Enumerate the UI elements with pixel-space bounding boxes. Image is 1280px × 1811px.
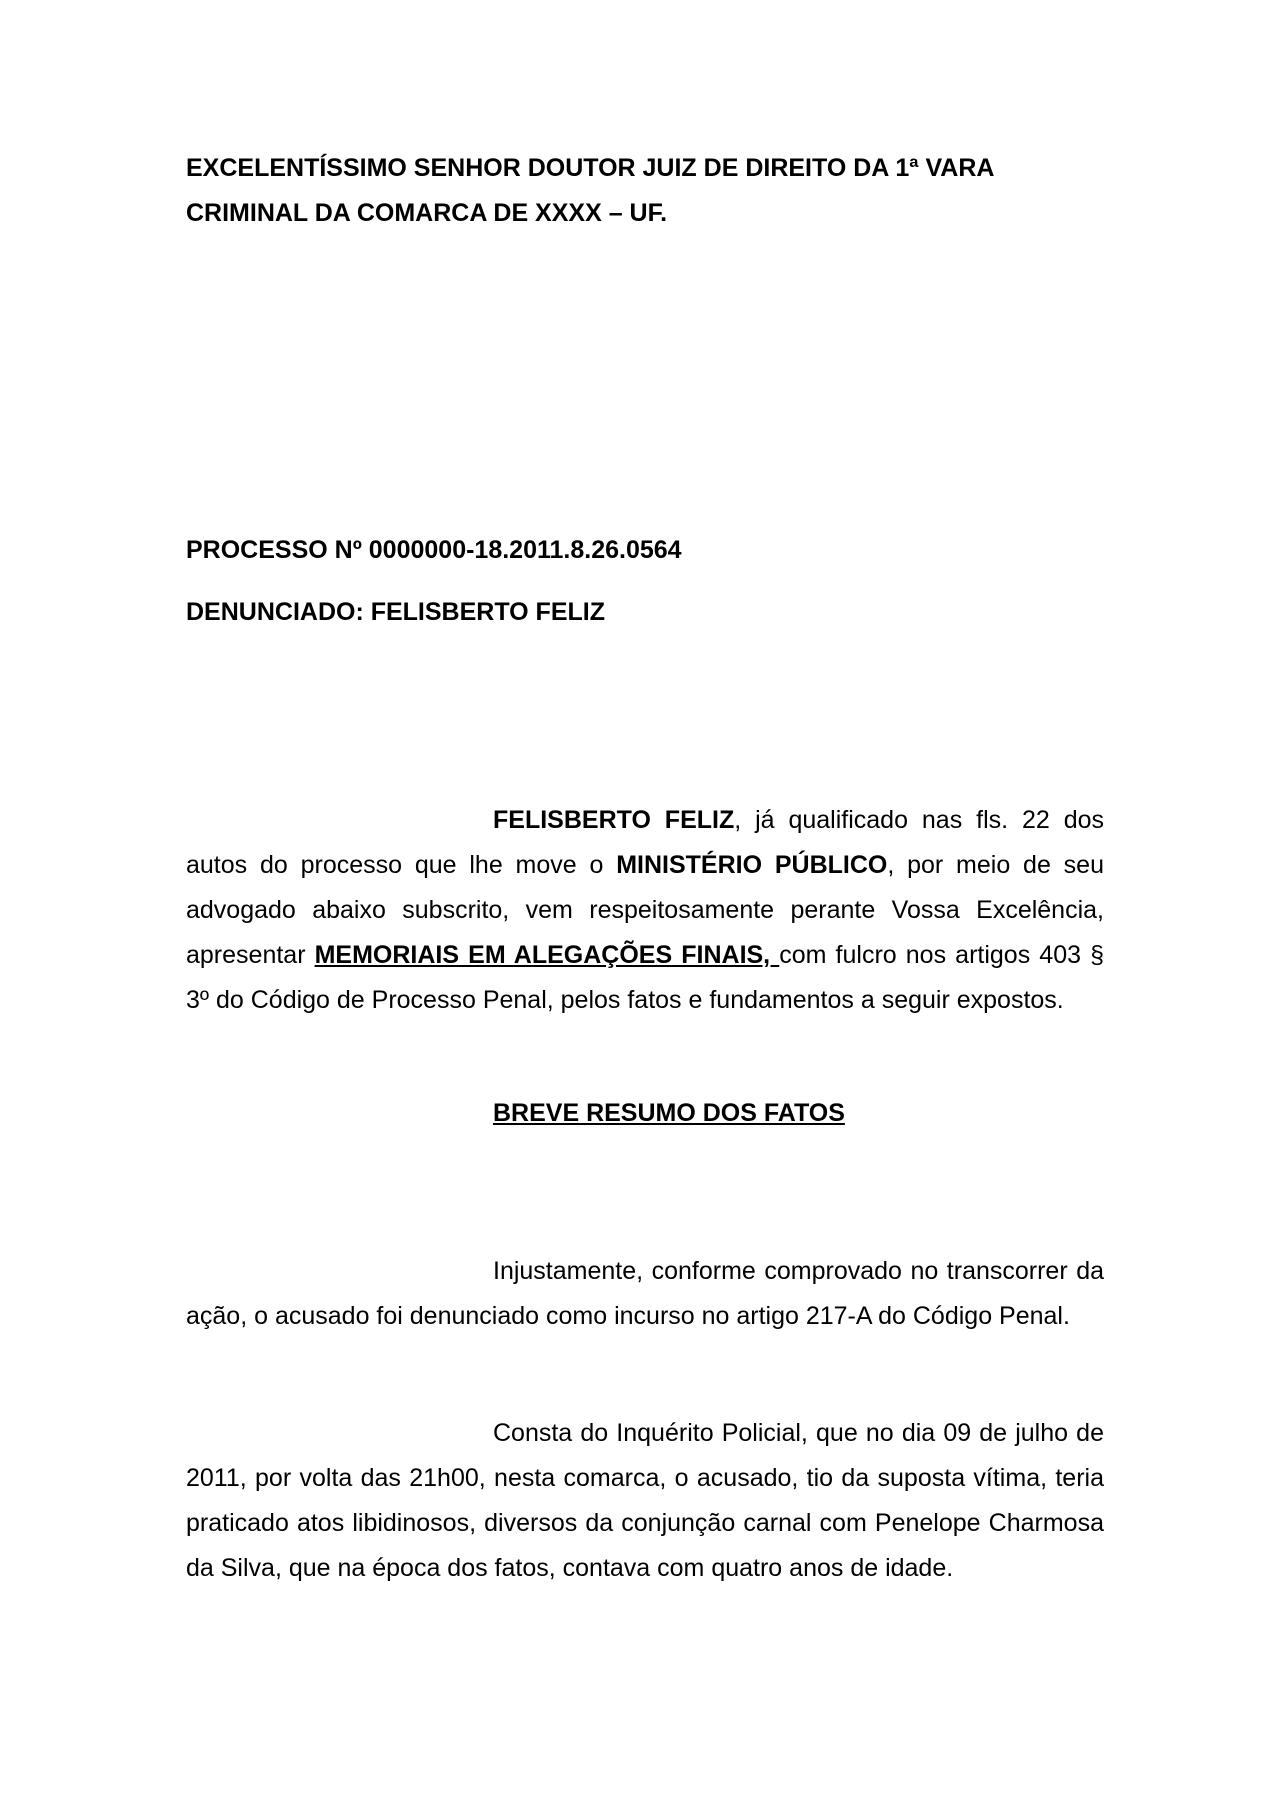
- addressee-line-1: EXCELENTÍSSIMO SENHOR DOUTOR JUIZ DE DIREITO DA 1ª VARA: [186, 154, 995, 182]
- section-heading-text: BREVE RESUMO DOS FATOS: [493, 1099, 845, 1127]
- process-number: PROCESSO Nº 0000000-18.2011.8.26.0564: [186, 536, 682, 564]
- intro-paragraph: [186, 798, 1104, 1023]
- paragraph-text: com fulcro nos artigos 403 § 3º do Código de Processo Penal, pelos fatos e fundamentos a seguir expostos.: [186, 941, 1104, 1014]
- defendant: DENUNCIADO: FELISBERTO FELIZ: [186, 598, 605, 626]
- addressee: [186, 146, 1104, 236]
- paragraph-text: , por meio de seu advogado abaixo subscrito, vem respeitosamente perante Vossa Excelência, apresentar: [186, 851, 1104, 969]
- memoriais-title: MEMORIAIS EM ALEGAÇÕES FINAIS,: [314, 941, 780, 969]
- paragraph-text: Consta do Inquérito Policial, que no dia 09 de julho de 2011, por volta das 21h00, nesta comarca, o acusado, tio da suposta vítima, teria praticado atos libidinosos, diversos da conjunção carnal com Penelope Charmosa da Silva, que na época dos fatos, contava com quatro anos de idade.: [186, 1419, 1104, 1582]
- paragraph-text: Injustamente, conforme comprovado no transcorrer da ação, o acusado foi denunciado como incurso no artigo 217-A do Código Penal.: [186, 1257, 1104, 1330]
- defendant-name: FELISBERTO FELIZ: [493, 806, 735, 834]
- facts-paragraph-2: [186, 1411, 1104, 1591]
- ministry-name: MINISTÉRIO PÚBLICO: [616, 851, 888, 879]
- addressee-line-2: CRIMINAL DA COMARCA DE XXXX – UF.: [186, 199, 668, 227]
- section-heading: [186, 1099, 1104, 1128]
- facts-paragraph-1: [186, 1249, 1104, 1339]
- paragraph-text: , já qualificado nas fls. 22 dos autos do processo que lhe move o: [186, 806, 1104, 879]
